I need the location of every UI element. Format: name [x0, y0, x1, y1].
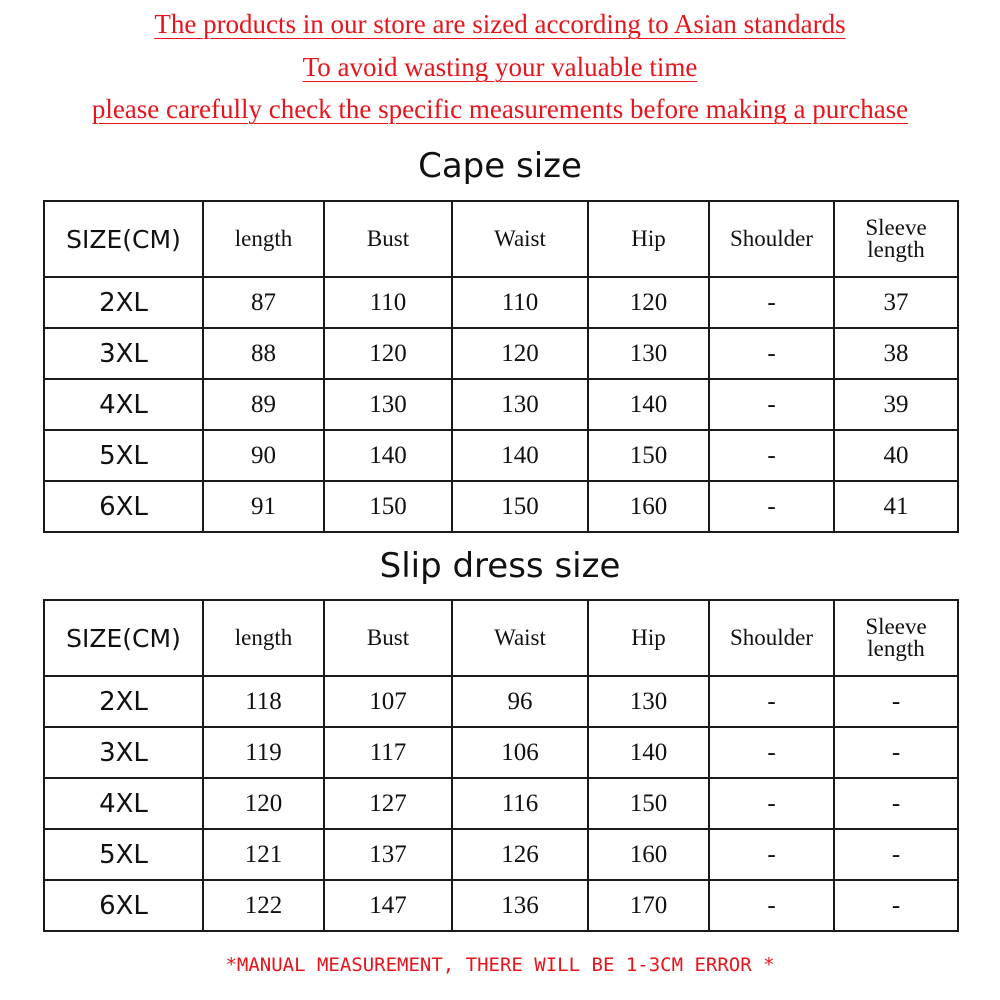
- waist-cell: 130: [452, 379, 588, 430]
- hip-column-header: Hip: [588, 600, 709, 676]
- table-row: [44, 328, 958, 379]
- bust-cell: 150: [324, 481, 452, 532]
- table-header-row: [44, 600, 958, 676]
- length-cell: 90: [203, 430, 324, 481]
- bust-cell: 110: [324, 277, 452, 328]
- sleeve-length-column-header: Sleeve length: [834, 201, 958, 277]
- sleeve-length-cell: 38: [834, 328, 958, 379]
- slip-dress-size-table: [43, 599, 959, 932]
- length-cell: 119: [203, 727, 324, 778]
- bust-cell: 137: [324, 829, 452, 880]
- shoulder-cell: -: [709, 277, 834, 328]
- waist-cell: 96: [452, 676, 588, 727]
- bust-cell: 147: [324, 880, 452, 931]
- notice-line-check-measurements: [0, 93, 1000, 125]
- bust-cell: 130: [324, 379, 452, 430]
- cape-size-table: [43, 200, 959, 533]
- size-label-cell: 6XL: [44, 880, 203, 931]
- notice-line-sizing-standard: [0, 8, 1000, 40]
- hip-cell: 150: [588, 430, 709, 481]
- sleeve-length-cell: 39: [834, 379, 958, 430]
- bust-column-header: Bust: [324, 201, 452, 277]
- notice-text: please carefully check the specific measurements before making a purchase: [91, 94, 909, 124]
- table-row: [44, 277, 958, 328]
- slip-dress-size-title: Slip dress size: [379, 546, 621, 586]
- table-header-row: [44, 201, 958, 277]
- shoulder-cell: -: [709, 328, 834, 379]
- waist-cell: 140: [452, 430, 588, 481]
- bust-cell: 127: [324, 778, 452, 829]
- table-row: [44, 829, 958, 880]
- table-row: [44, 481, 958, 532]
- shoulder-cell: -: [709, 676, 834, 727]
- size-label-cell: 3XL: [44, 328, 203, 379]
- length-column-header: length: [203, 201, 324, 277]
- sleeve-length-cell: -: [834, 727, 958, 778]
- length-cell: 87: [203, 277, 324, 328]
- waist-column-header: Waist: [452, 600, 588, 676]
- bust-cell: 107: [324, 676, 452, 727]
- hip-cell: 160: [588, 829, 709, 880]
- bust-cell: 117: [324, 727, 452, 778]
- size-label-cell: 4XL: [44, 778, 203, 829]
- sleeve-length-cell: -: [834, 676, 958, 727]
- hip-cell: 150: [588, 778, 709, 829]
- size-column-header: SIZE(CM): [44, 201, 203, 277]
- length-cell: 121: [203, 829, 324, 880]
- waist-cell: 106: [452, 727, 588, 778]
- hip-cell: 130: [588, 328, 709, 379]
- waist-cell: 120: [452, 328, 588, 379]
- hip-cell: 130: [588, 676, 709, 727]
- shoulder-cell: -: [709, 379, 834, 430]
- size-column-header: SIZE(CM): [44, 600, 203, 676]
- notice-text: To avoid wasting your valuable time: [302, 52, 698, 82]
- notice-text: The products in our store are sized according to Asian standards: [154, 9, 846, 39]
- waist-cell: 116: [452, 778, 588, 829]
- length-cell: 122: [203, 880, 324, 931]
- size-label-cell: 2XL: [44, 676, 203, 727]
- sleeve-length-cell: -: [834, 829, 958, 880]
- shoulder-cell: -: [709, 481, 834, 532]
- shoulder-cell: -: [709, 778, 834, 829]
- bust-column-header: Bust: [324, 600, 452, 676]
- waist-column-header: Waist: [452, 201, 588, 277]
- sleeve-length-cell: 40: [834, 430, 958, 481]
- shoulder-column-header: Shoulder: [709, 600, 834, 676]
- waist-cell: 136: [452, 880, 588, 931]
- notice-line-save-time: [0, 51, 1000, 83]
- sleeve-length-column-header: Sleeve length: [834, 600, 958, 676]
- shoulder-column-header: Shoulder: [709, 201, 834, 277]
- cape-size-title: Cape size: [418, 146, 582, 186]
- hip-cell: 140: [588, 379, 709, 430]
- table-row: [44, 880, 958, 931]
- waist-cell: 126: [452, 829, 588, 880]
- bust-cell: 120: [324, 328, 452, 379]
- table-row: [44, 379, 958, 430]
- size-label-cell: 6XL: [44, 481, 203, 532]
- table-row: [44, 430, 958, 481]
- size-label-cell: 5XL: [44, 829, 203, 880]
- length-cell: 120: [203, 778, 324, 829]
- shoulder-cell: -: [709, 829, 834, 880]
- table-row: [44, 778, 958, 829]
- sleeve-length-cell: 41: [834, 481, 958, 532]
- table-row: [44, 727, 958, 778]
- length-cell: 89: [203, 379, 324, 430]
- bust-cell: 140: [324, 430, 452, 481]
- sleeve-length-cell: -: [834, 778, 958, 829]
- hip-cell: 160: [588, 481, 709, 532]
- sleeve-length-cell: -: [834, 880, 958, 931]
- hip-cell: 120: [588, 277, 709, 328]
- length-column-header: length: [203, 600, 324, 676]
- length-cell: 118: [203, 676, 324, 727]
- size-label-cell: 5XL: [44, 430, 203, 481]
- shoulder-cell: -: [709, 880, 834, 931]
- waist-cell: 110: [452, 277, 588, 328]
- hip-column-header: Hip: [588, 201, 709, 277]
- table-row: [44, 676, 958, 727]
- shoulder-cell: -: [709, 727, 834, 778]
- size-label-cell: 2XL: [44, 277, 203, 328]
- hip-cell: 170: [588, 880, 709, 931]
- waist-cell: 150: [452, 481, 588, 532]
- sleeve-length-cell: 37: [834, 277, 958, 328]
- length-cell: 91: [203, 481, 324, 532]
- measurement-error-note: *MANUAL MEASUREMENT, THERE WILL BE 1-3CM ERROR *: [225, 954, 775, 976]
- shoulder-cell: -: [709, 430, 834, 481]
- size-label-cell: 4XL: [44, 379, 203, 430]
- hip-cell: 140: [588, 727, 709, 778]
- length-cell: 88: [203, 328, 324, 379]
- size-label-cell: 3XL: [44, 727, 203, 778]
